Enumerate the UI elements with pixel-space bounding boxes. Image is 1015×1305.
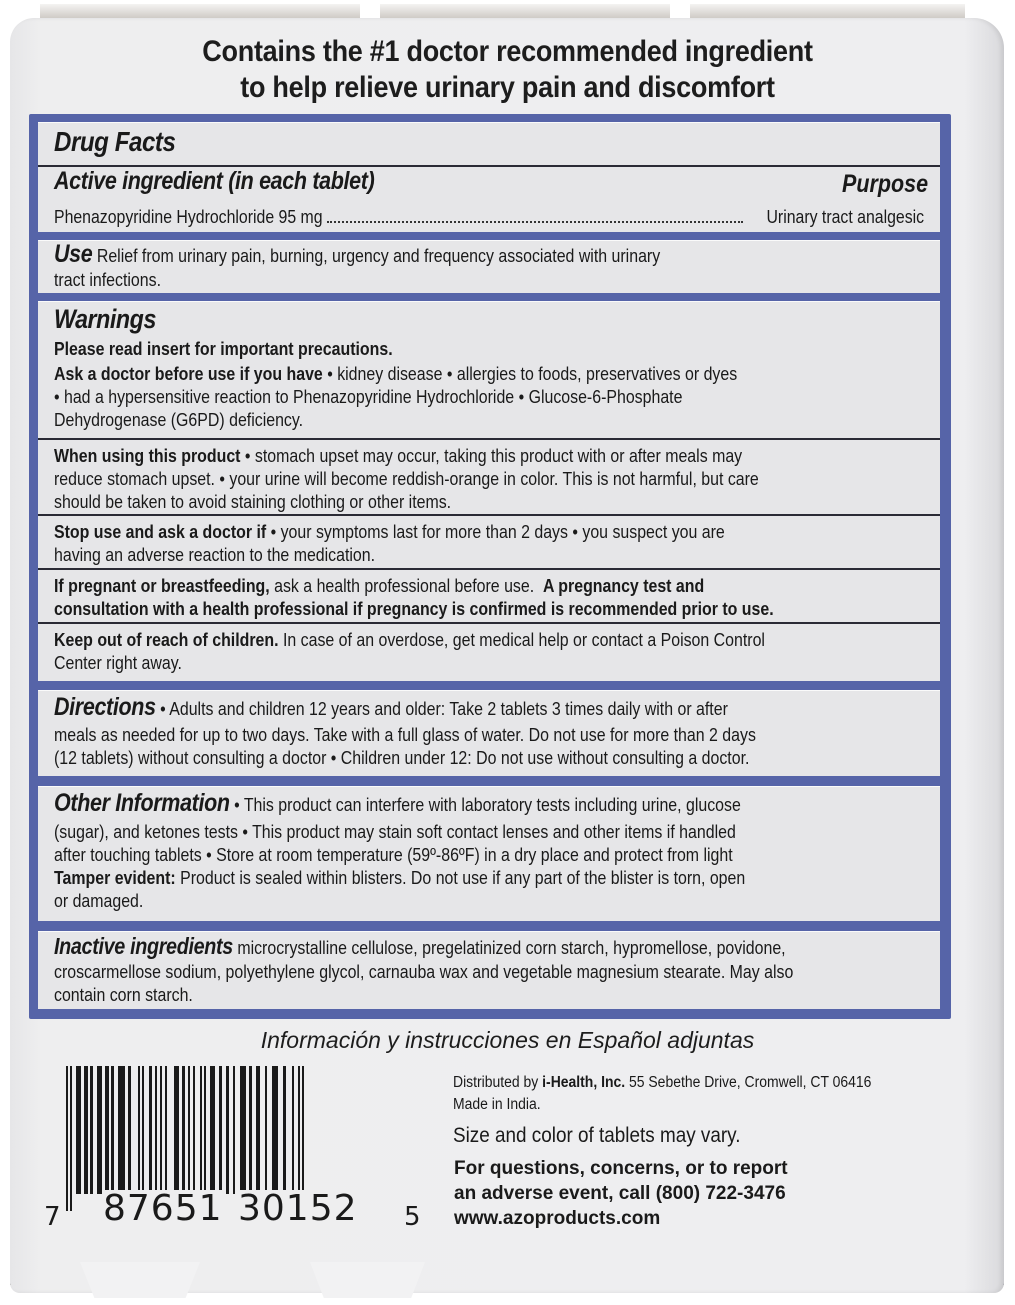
inactive-ingredients-section bbox=[38, 931, 940, 1009]
ingredient-name: Phenazopyridine Hydrochloride 95 mg bbox=[54, 207, 323, 227]
ask-doctor-line-2: • had a hypersensitive reaction to Phenazopyridine Hydrochloride • Glucose-6-Phosphate bbox=[54, 386, 683, 407]
warnings-title: Warnings bbox=[54, 304, 156, 334]
other-info-line-4: Tamper evident: Product is sealed within blisters. Do not use if any part of the blister is torn, open bbox=[54, 867, 746, 888]
warnings-insert-note: Please read insert for important precautions. bbox=[54, 338, 393, 359]
contact-info bbox=[454, 1156, 788, 1231]
use-line-1: Use Relief from urinary pain, burning, urgency and frequency associated with urinary bbox=[54, 240, 661, 268]
headline-line-2: to help relieve urinary pain and discomfort bbox=[240, 71, 775, 104]
ask-doctor-line-3: Dehydrogenase (G6PD) deficiency. bbox=[54, 409, 304, 430]
distributor-name: i-Health, Inc. bbox=[542, 1074, 626, 1091]
pregnancy-line-1: If pregnant or breastfeeding, ask a health professional before use. A pregnancy test and bbox=[54, 575, 705, 596]
drug-facts-header-section bbox=[38, 122, 940, 232]
directions-line-1: Directions • Adults and children 12 years and older: Take 2 tablets 3 times daily with or after bbox=[54, 693, 728, 721]
ingredient-line bbox=[54, 206, 924, 228]
use-label: Use bbox=[54, 240, 93, 268]
pregnancy-line-2: consultation with a health professional if pregnancy is confirmed is recommended prior to use. bbox=[54, 598, 774, 619]
barcode-group-1: 87651 bbox=[103, 1188, 223, 1229]
distributor-line: Distributed by i-Health, Inc. 55 Sebethe Drive, Cromwell, CT 06416 bbox=[453, 1074, 872, 1091]
distributor-info bbox=[453, 1072, 871, 1116]
warnings-section bbox=[38, 301, 940, 680]
other-info-line-5: or damaged. bbox=[54, 890, 144, 911]
barcode-digit-left: 7 bbox=[44, 1202, 61, 1232]
ask-doctor-line-1: Ask a doctor before use if you have • kidney disease • allergies to foods, preservatives or dyes bbox=[54, 363, 738, 384]
purpose-header: Purpose bbox=[841, 170, 928, 198]
use-line-2: tract infections. bbox=[54, 269, 162, 290]
active-ingredient-row bbox=[54, 167, 948, 195]
directions-line-2: meals as needed for up to two days. Take with a full glass of water. Do not use for more than 2 days bbox=[54, 724, 756, 745]
use-section bbox=[38, 240, 940, 293]
box-bottom-tab bbox=[310, 1262, 425, 1298]
when-using-line-2: reduce stomach upset. • your urine will become reddish-orange in color. This is not harmful, but care bbox=[54, 468, 759, 489]
other-info-label: Other Information bbox=[54, 789, 230, 817]
spanish-info-note: Información y instrucciones en Español adjuntas bbox=[260, 1027, 755, 1053]
other-info-section bbox=[38, 786, 940, 921]
children-line-1: Keep out of reach of children. In case of an overdose, get medical help or contact a Poison Control bbox=[54, 629, 765, 650]
tablet-size-note: Size and color of tablets may vary. bbox=[453, 1124, 741, 1147]
other-info-line-2: (sugar), and ketones tests • This product may stain soft contact lenses and other items if handled bbox=[54, 821, 736, 842]
barcode-digit-right: 5 bbox=[404, 1202, 421, 1232]
stop-use-line-2: having an adverse reaction to the medication. bbox=[54, 544, 376, 565]
leader-dots bbox=[327, 206, 743, 223]
distributor-address: 55 Sebethe Drive, Cromwell, CT 06416 bbox=[625, 1074, 872, 1091]
directions-section bbox=[38, 690, 940, 776]
contact-line-1: For questions, concerns, or to report bbox=[454, 1158, 788, 1179]
box-bottom-tab bbox=[80, 1262, 200, 1298]
inactive-label: Inactive ingredients bbox=[54, 933, 233, 959]
other-info-line-1: Other Information • This product can interfere with laboratory tests including urine, glucose bbox=[54, 789, 741, 817]
directions-label: Directions bbox=[54, 693, 156, 721]
inactive-line-1: Inactive ingredients microcrystalline cellulose, pregelatinized corn starch, hypromellose, povidone, bbox=[54, 933, 786, 959]
made-in: Made in India. bbox=[453, 1096, 541, 1113]
inactive-line-2: croscarmellose sodium, polyethylene glycol, carnauba wax and vegetable magnesium stearate. May also bbox=[54, 961, 794, 982]
children-line-2: Center right away. bbox=[54, 652, 182, 673]
drug-facts-title: Drug Facts bbox=[54, 126, 176, 157]
warnings-general bbox=[38, 302, 940, 438]
active-ingredient-header: Active ingredient (in each tablet) bbox=[54, 167, 375, 195]
when-using-line-3: should be taken to avoid staining clothing or other items. bbox=[54, 491, 452, 512]
headline bbox=[51, 34, 965, 106]
drug-facts-panel bbox=[29, 114, 951, 1019]
stop-use-line-1: Stop use and ask a doctor if • your symptoms last for more than 2 days • you suspect you are bbox=[54, 521, 725, 542]
pregnancy-section bbox=[38, 570, 940, 622]
headline-line-1: Contains the #1 doctor recommended ingredient bbox=[202, 35, 813, 68]
inactive-line-3: contain corn starch. bbox=[54, 984, 193, 1005]
website: www.azoproducts.com bbox=[454, 1208, 661, 1229]
barcode-group-2: 30152 bbox=[238, 1188, 358, 1229]
when-using-section bbox=[38, 440, 940, 514]
stop-use-section bbox=[38, 516, 940, 568]
children-section bbox=[38, 624, 940, 681]
contact-line-2: an adverse event, call (800) 722-3476 bbox=[454, 1183, 786, 1204]
ingredient-purpose: Urinary tract analgesic bbox=[766, 207, 924, 227]
directions-line-3: (12 tablets) without consulting a doctor • Children under 12: Do not use without consulting a doctor. bbox=[54, 747, 750, 768]
other-info-line-3: after touching tablets • Store at room temperature (59º-86ºF) in a dry place and protect from light bbox=[54, 844, 733, 865]
when-using-line-1: When using this product • stomach upset may occur, taking this product with or after meals may bbox=[54, 445, 743, 466]
